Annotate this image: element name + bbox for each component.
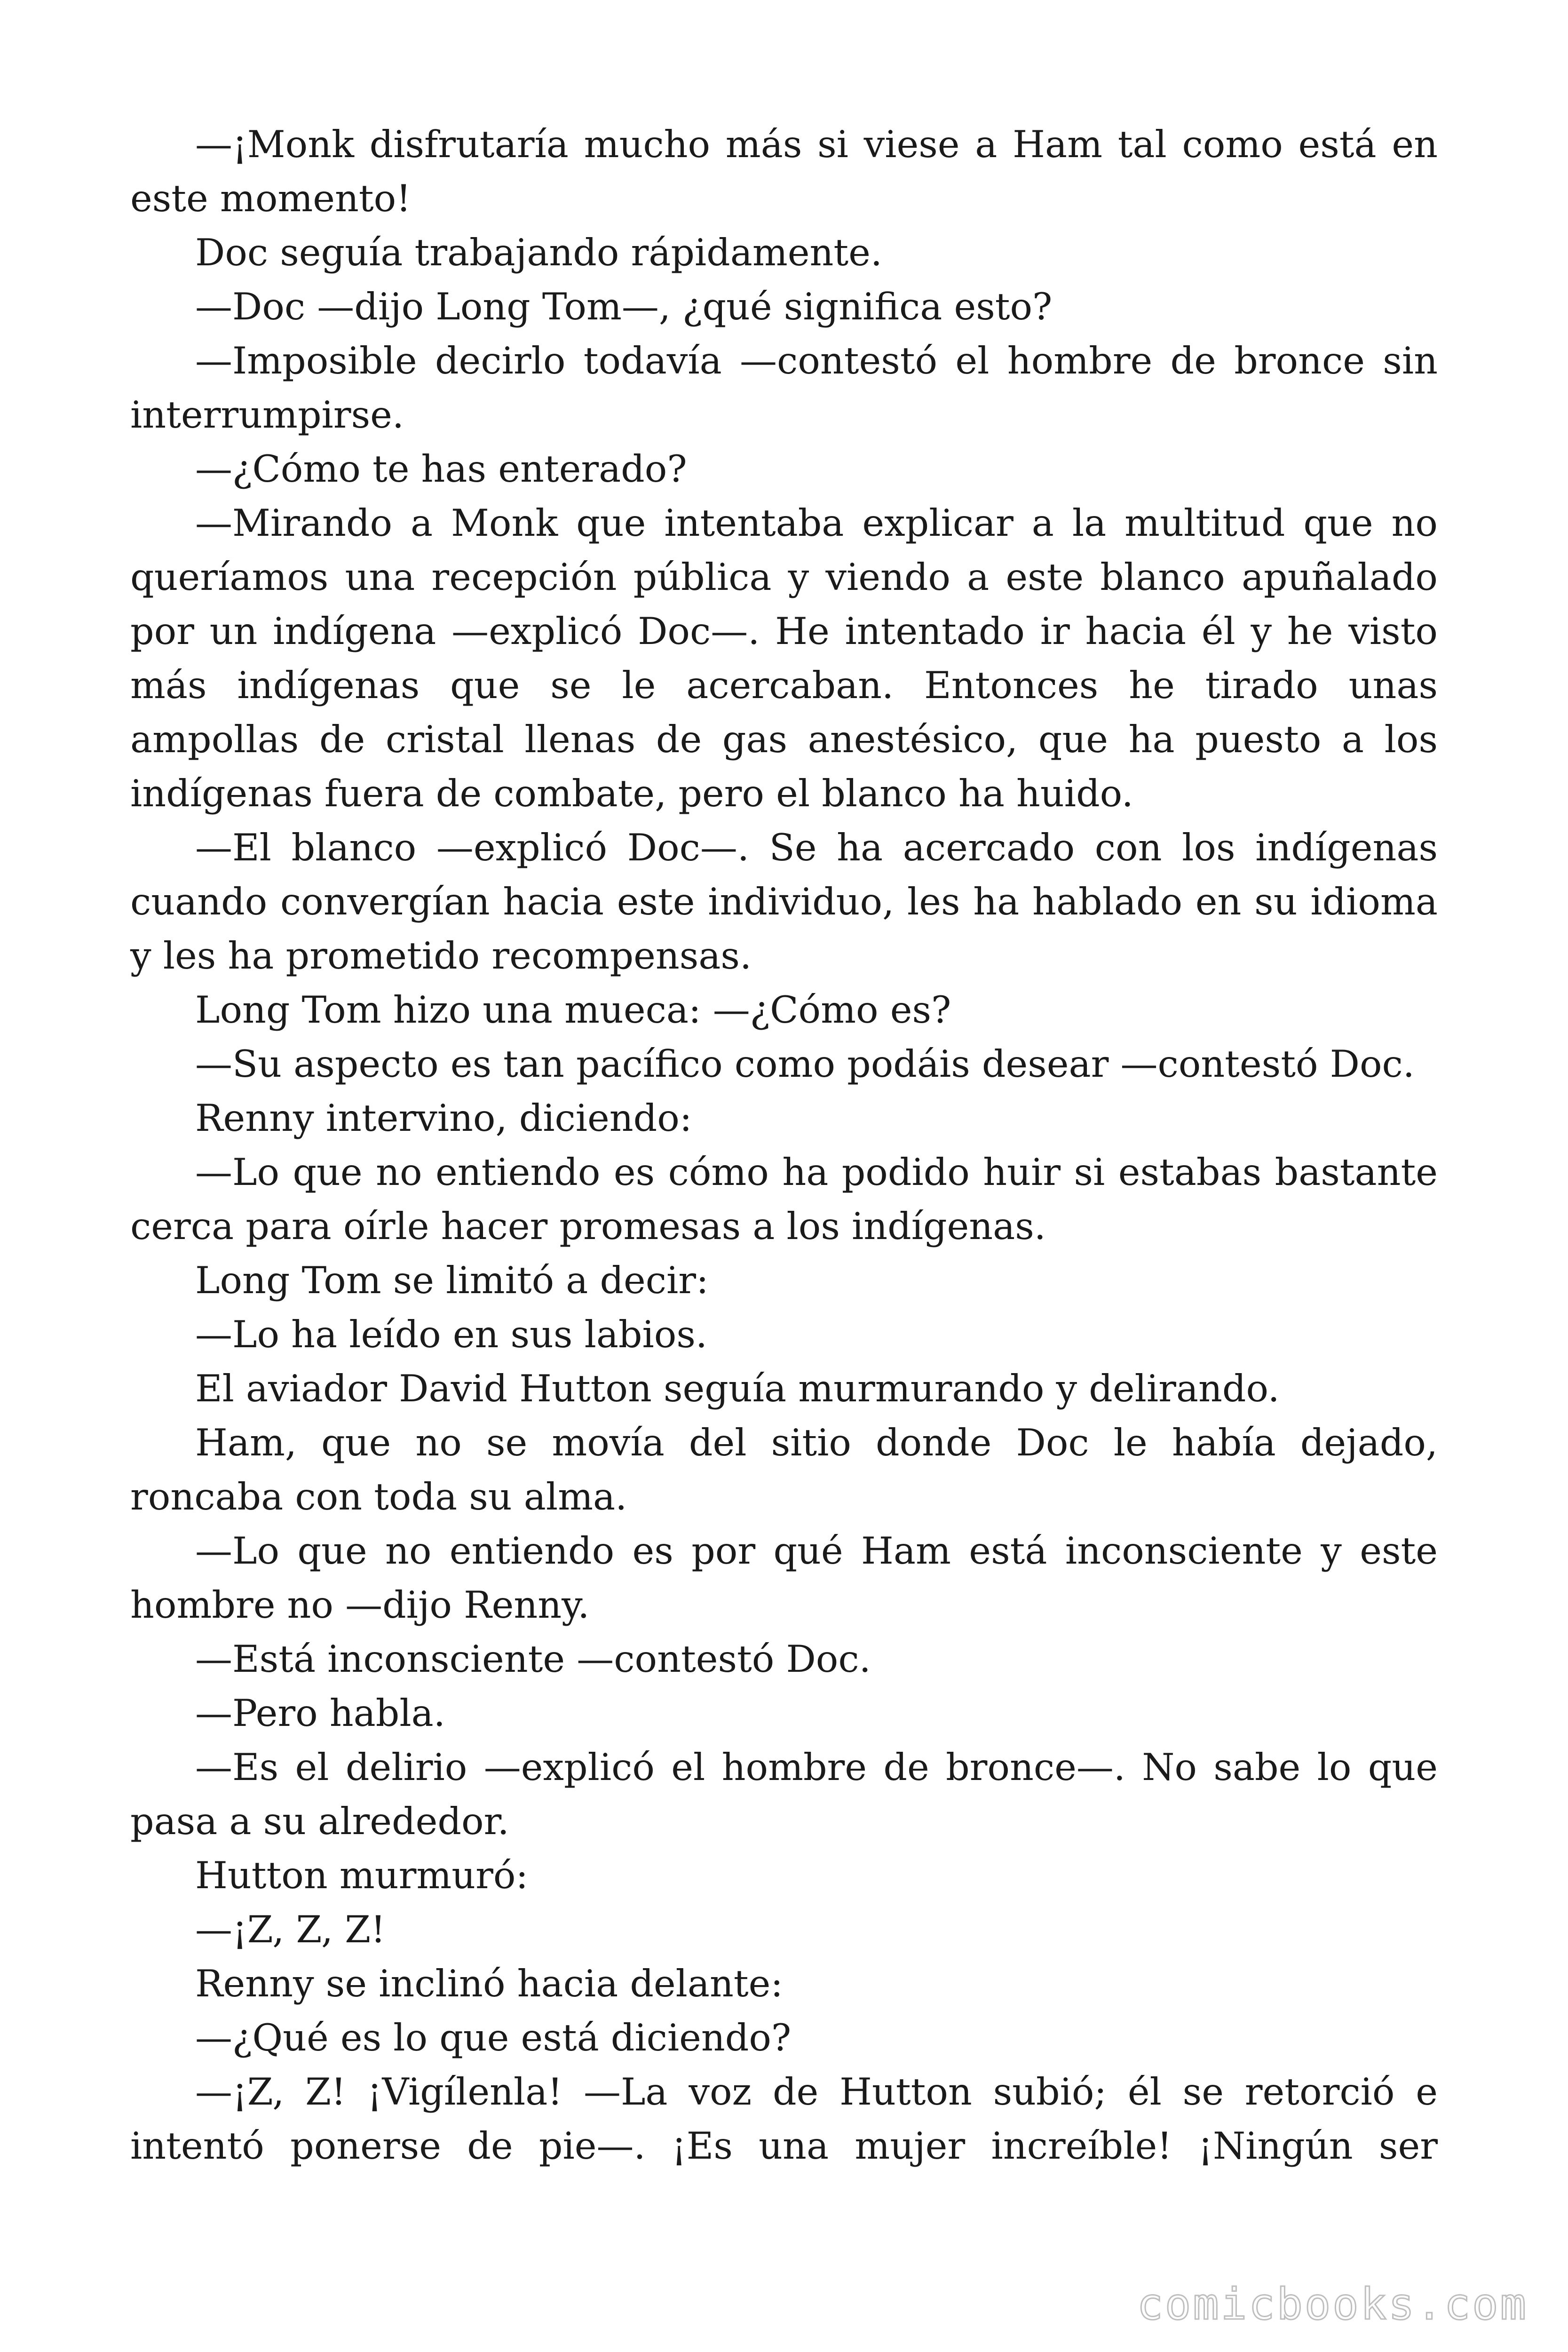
paragraph: Long Tom se limitó a decir: <box>195 1259 709 1302</box>
book-page-text <box>130 118 1438 2173</box>
paragraph: —¡Monk disfrutaría mucho más si viese a Ham tal como está en este momento! <box>130 123 1438 220</box>
paragraph: —Su aspecto es tan pacífico como podáis desear —contestó Doc. <box>195 1042 1415 1086</box>
paragraph: Doc seguía trabajando rápidamente. <box>195 231 882 274</box>
paragraph: —Doc —dijo Long Tom—, ¿qué significa esto? <box>195 285 1053 328</box>
watermark-logo: comicbooks.com <box>1137 2279 1528 2329</box>
paragraph: —Lo que no entiendo es por qué Ham está inconsciente y este hombre no —dijo Renny. <box>130 1529 1438 1627</box>
paragraph: Long Tom hizo una mueca: —¿Cómo es? <box>195 988 951 1032</box>
paragraph: —Lo que no entiendo es cómo ha podido huir si estabas bastante cerca para oírle hacer promesas a los indígenas. <box>130 1151 1438 1248</box>
paragraph: —Es el delirio —explicó el hombre de bronce—. No sabe lo que pasa a su alrededor. <box>130 1746 1438 1843</box>
paragraph: —¡Z, Z, Z! <box>195 1908 386 1951</box>
paragraph: Renny intervino, diciendo: <box>195 1097 692 1140</box>
paragraph: Hutton murmuró: <box>195 1854 529 1897</box>
paragraph: —¿Cómo te has enterado? <box>195 447 687 491</box>
paragraph: —Pero habla. <box>195 1692 445 1735</box>
paragraph: —¿Qué es lo que está diciendo? <box>195 2016 792 2059</box>
paragraph: —Mirando a Monk que intentaba explicar a la multitud que no queríamos una recepción pública y viendo a este blanco apuñalado por un indígena —explicó Doc—. He intentado ir hacia él y he visto más indígenas que se le acercaban. Entonces he tirado unas ampollas de cristal llenas de gas anestésico, que ha puesto a los indígenas fuera de combate, pero el blanco ha huido. <box>130 501 1438 815</box>
paragraph: —¡Z, Z! ¡Vigílenla! —La voz de Hutton subió; él se retorció e intentó ponerse de pie—. ¡Es una mujer increíble! ¡Ningún ser <box>130 2070 1438 2168</box>
paragraph: —El blanco —explicó Doc—. Se ha acercado con los indígenas cuando convergían hacia este individuo, les ha hablado en su idioma y les ha prometido recompensas. <box>130 826 1438 977</box>
paragraph: —Lo ha leído en sus labios. <box>195 1313 707 1356</box>
paragraph: El aviador David Hutton seguía murmurando y delirando. <box>195 1367 1280 1410</box>
paragraph: —Está inconsciente —contestó Doc. <box>195 1637 871 1681</box>
paragraph: Ham, que no se movía del sitio donde Doc le había dejado, roncaba con toda su alma. <box>130 1421 1438 1518</box>
paragraph: Renny se inclinó hacia delante: <box>195 1962 783 2005</box>
paragraph: —Imposible decirlo todavía —contestó el hombre de bronce sin interrumpirse. <box>130 339 1438 437</box>
